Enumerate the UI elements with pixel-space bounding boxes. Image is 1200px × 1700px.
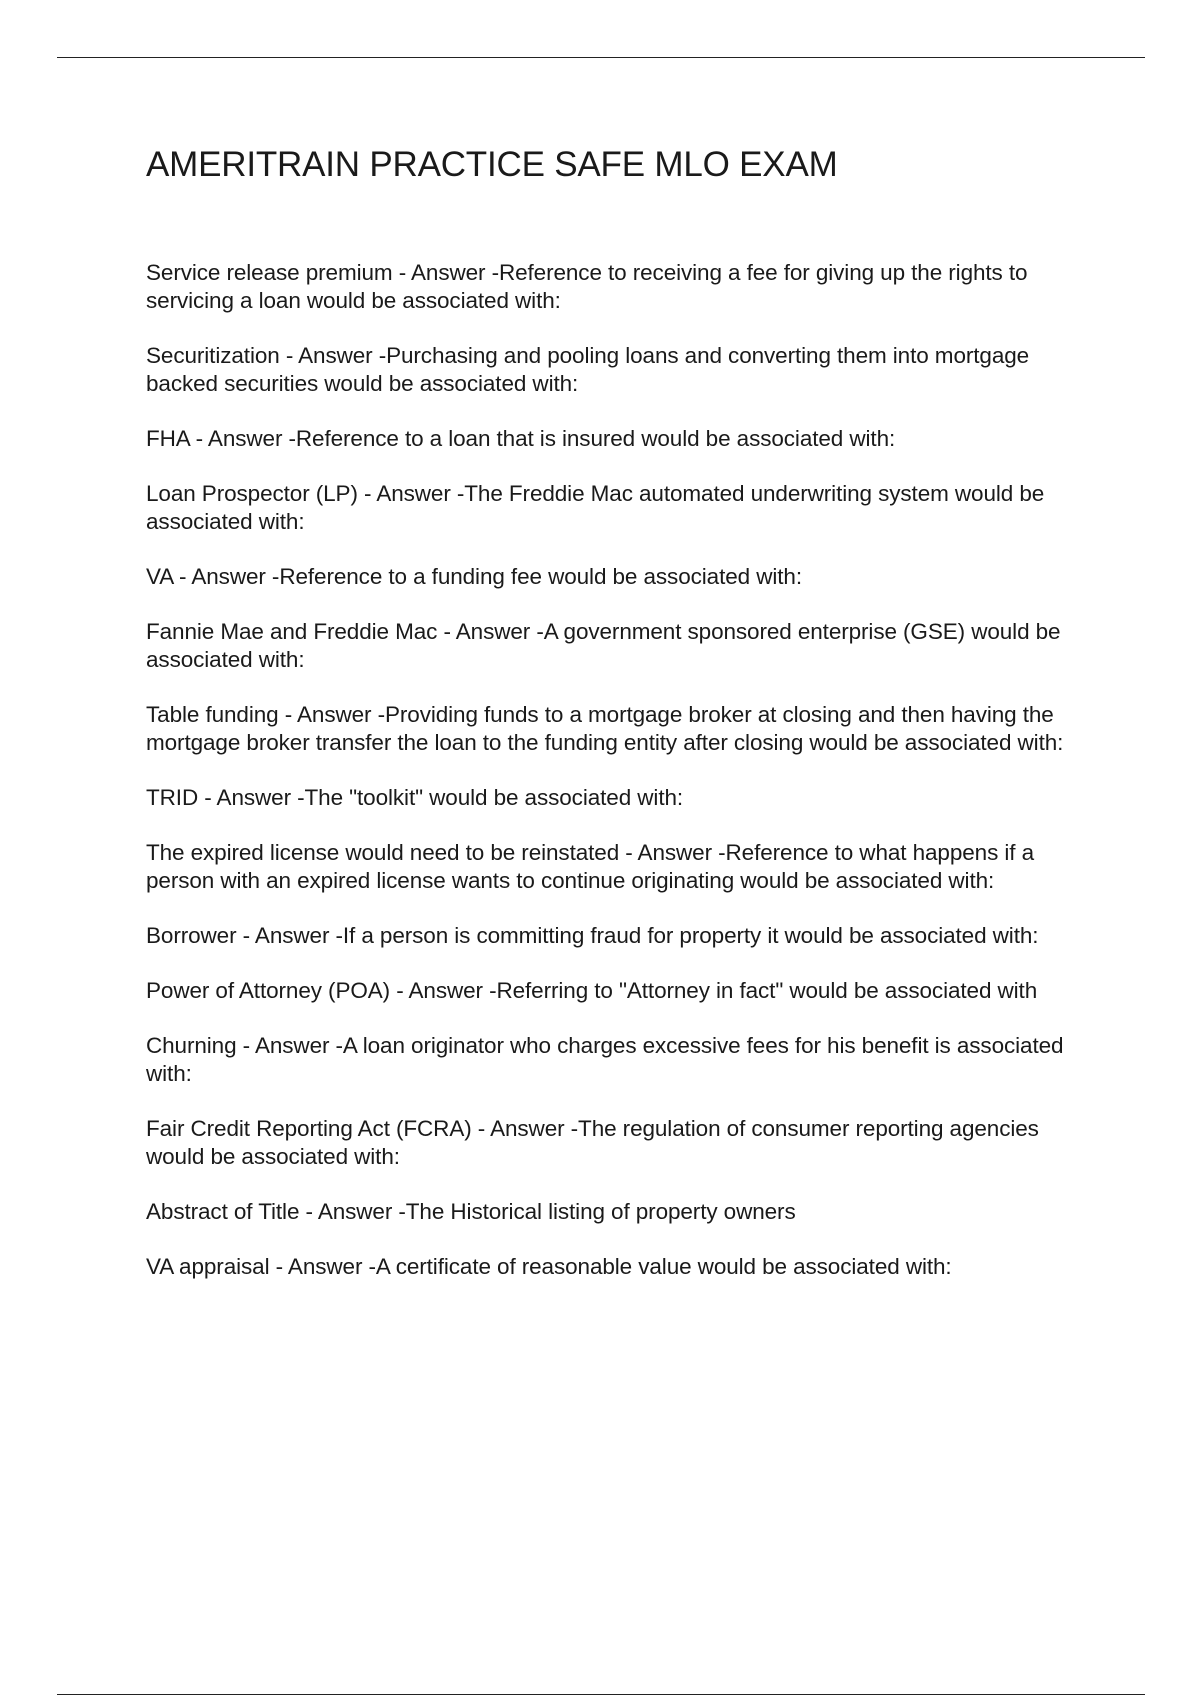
qa-item: VA - Answer -Reference to a funding fee would be associated with: xyxy=(146,564,802,589)
qa-item: Loan Prospector (LP) - Answer -The Freddie Mac automated underwriting system would be associated with: xyxy=(146,481,1045,534)
qa-item: TRID - Answer -The "toolkit" would be associated with: xyxy=(146,785,684,810)
qa-item: Churning - Answer -A loan originator who charges excessive fees for his benefit is associated with: xyxy=(146,1033,1064,1086)
qa-item: Table funding - Answer -Providing funds to a mortgage broker at closing and then having the mortgage broker transfer the loan to the funding entity after closing would be associated with: xyxy=(146,702,1064,755)
qa-item: Securitization - Answer -Purchasing and pooling loans and converting them into mortgage backed securities would be associated with: xyxy=(146,343,1030,396)
qa-item: Abstract of Title - Answer -The Historical listing of property owners xyxy=(146,1199,796,1224)
qa-item: Fair Credit Reporting Act (FCRA) - Answer -The regulation of consumer reporting agencies would be associated with: xyxy=(146,1116,1039,1169)
qa-item: FHA - Answer -Reference to a loan that is insured would be associated with: xyxy=(146,426,896,451)
document-title: AMERITRAIN PRACTICE SAFE MLO EXAM xyxy=(146,145,838,184)
qa-item: Service release premium - Answer -Reference to receiving a fee for giving up the rights to servicing a loan would be associated with: xyxy=(146,260,1028,313)
qa-item: VA appraisal - Answer -A certificate of reasonable value would be associated with: xyxy=(146,1254,952,1279)
qa-list xyxy=(146,259,1101,1281)
qa-item: The expired license would need to be reinstated - Answer -Reference to what happens if a person with an expired license wants to continue originating would be associated with: xyxy=(146,840,1034,893)
top-divider xyxy=(57,57,1145,58)
document-body xyxy=(146,141,1101,1308)
qa-item: Borrower - Answer -If a person is committing fraud for property it would be associated with: xyxy=(146,923,1039,948)
qa-item: Power of Attorney (POA) - Answer -Referring to "Attorney in fact" would be associated with xyxy=(146,978,1038,1003)
bottom-divider xyxy=(57,1694,1145,1695)
qa-item: Fannie Mae and Freddie Mac - Answer -A government sponsored enterprise (GSE) would be associated with: xyxy=(146,619,1061,672)
